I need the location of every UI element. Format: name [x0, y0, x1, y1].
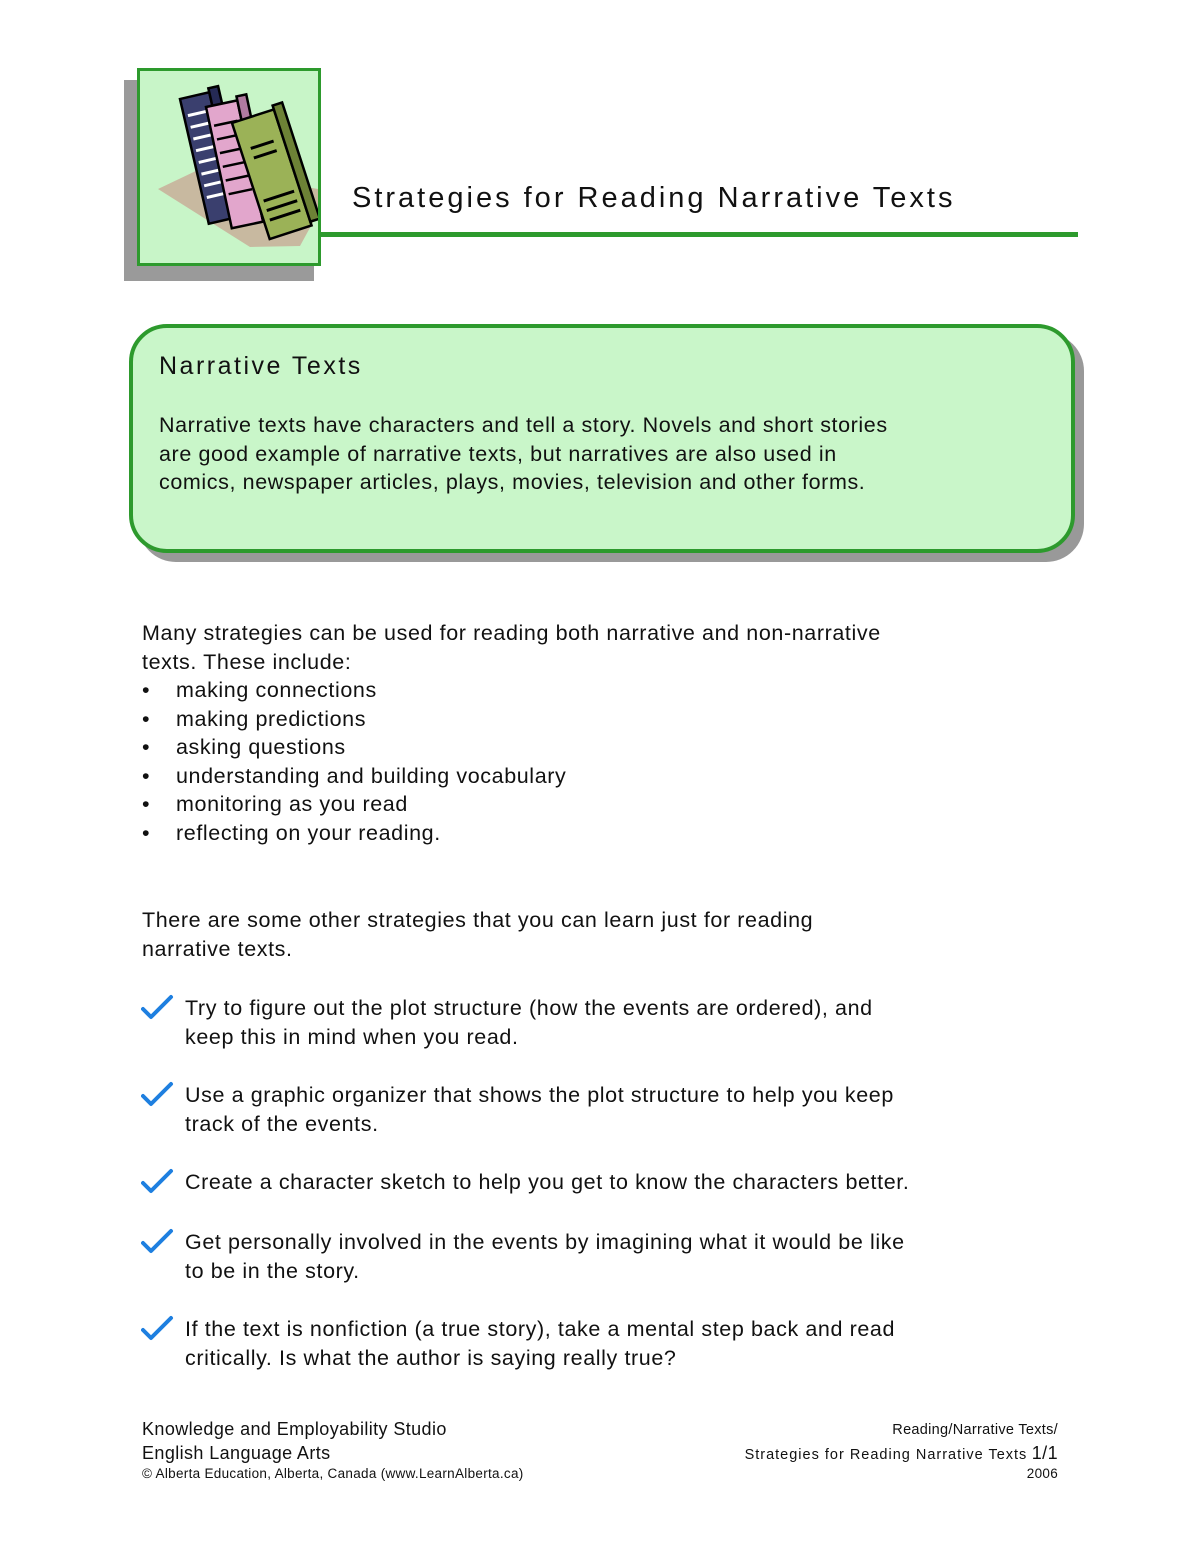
callout-line: Narrative texts have characters and tell a story. Novels and short stories: [159, 413, 888, 437]
list-item: • reflecting on your reading.: [142, 819, 566, 848]
checkmark-icon: [141, 1081, 181, 1109]
intro-line: texts. These include:: [142, 649, 352, 674]
footer-section: Reading/Narrative Texts/: [892, 1422, 1058, 1438]
bullet-icon: •: [142, 735, 151, 760]
bullet-icon: •: [142, 763, 151, 788]
other-strategies-paragraph: [142, 906, 813, 963]
list-item: • asking questions: [142, 733, 566, 762]
intro-paragraph: [142, 619, 881, 676]
checklist-item: Get personally involved in the events by imagining what it would be like to be in the story.: [185, 1230, 905, 1283]
books-clipart-icon: [140, 71, 318, 263]
footer-subject: English Language Arts: [142, 1443, 331, 1463]
bullet-icon: •: [142, 792, 151, 817]
books-icon-box: [137, 68, 321, 266]
page-number: 1/1: [1031, 1443, 1058, 1463]
bullet-icon: •: [142, 706, 151, 731]
intro-line: Many strategies can be used for reading both narrative and non-narrative: [142, 621, 881, 645]
callout-paragraph: [159, 411, 1059, 497]
intro-line: There are some other strategies that you can learn just for reading: [142, 908, 814, 932]
checklist-item: Create a character sketch to help you get to know the characters better.: [185, 1170, 910, 1194]
checklist-item: Try to figure out the plot structure (how the events are ordered), and keep this in mind when you read.: [185, 996, 873, 1049]
footer-copyright: © Alberta Education, Alberta, Canada (www.LearnAlberta.ca): [142, 1466, 524, 1481]
footer-studio: Knowledge and Employability Studio: [142, 1419, 447, 1439]
checklist-item: Use a graphic organizer that shows the plot structure to help you keep track of the events.: [185, 1083, 894, 1136]
checkmark-icon: [141, 1168, 181, 1196]
page-title: Strategies for Reading Narrative Texts: [352, 182, 956, 214]
callout-heading: Narrative Texts: [159, 352, 363, 380]
list-item: • understanding and building vocabulary: [142, 762, 566, 791]
bullet-icon: •: [142, 678, 151, 702]
title-underline: [321, 232, 1078, 237]
checklist-item: If the text is nonfiction (a true story), take a mental step back and read critically. Is what the author is saying really true?: [185, 1317, 896, 1370]
strategy-bullet-list: [142, 676, 566, 848]
checkmark-icon: [141, 1228, 181, 1256]
callout-line: are good example of narrative texts, but narratives are also used in: [159, 441, 837, 466]
callout-line: comics, newspaper articles, plays, movies, television and other forms.: [159, 470, 866, 494]
checkmark-icon: [141, 1315, 181, 1343]
checkmark-icon: [141, 994, 181, 1022]
intro-line: narrative texts.: [142, 936, 293, 961]
footer-doc-title: Strategies for Reading Narrative Texts 1/1: [744, 1443, 1058, 1463]
bullet-icon: •: [142, 820, 151, 845]
footer-year: 2006: [1026, 1466, 1058, 1481]
list-item: • monitoring as you read: [142, 790, 566, 819]
list-item: • making connections: [142, 676, 566, 705]
list-item: • making predictions: [142, 705, 566, 734]
